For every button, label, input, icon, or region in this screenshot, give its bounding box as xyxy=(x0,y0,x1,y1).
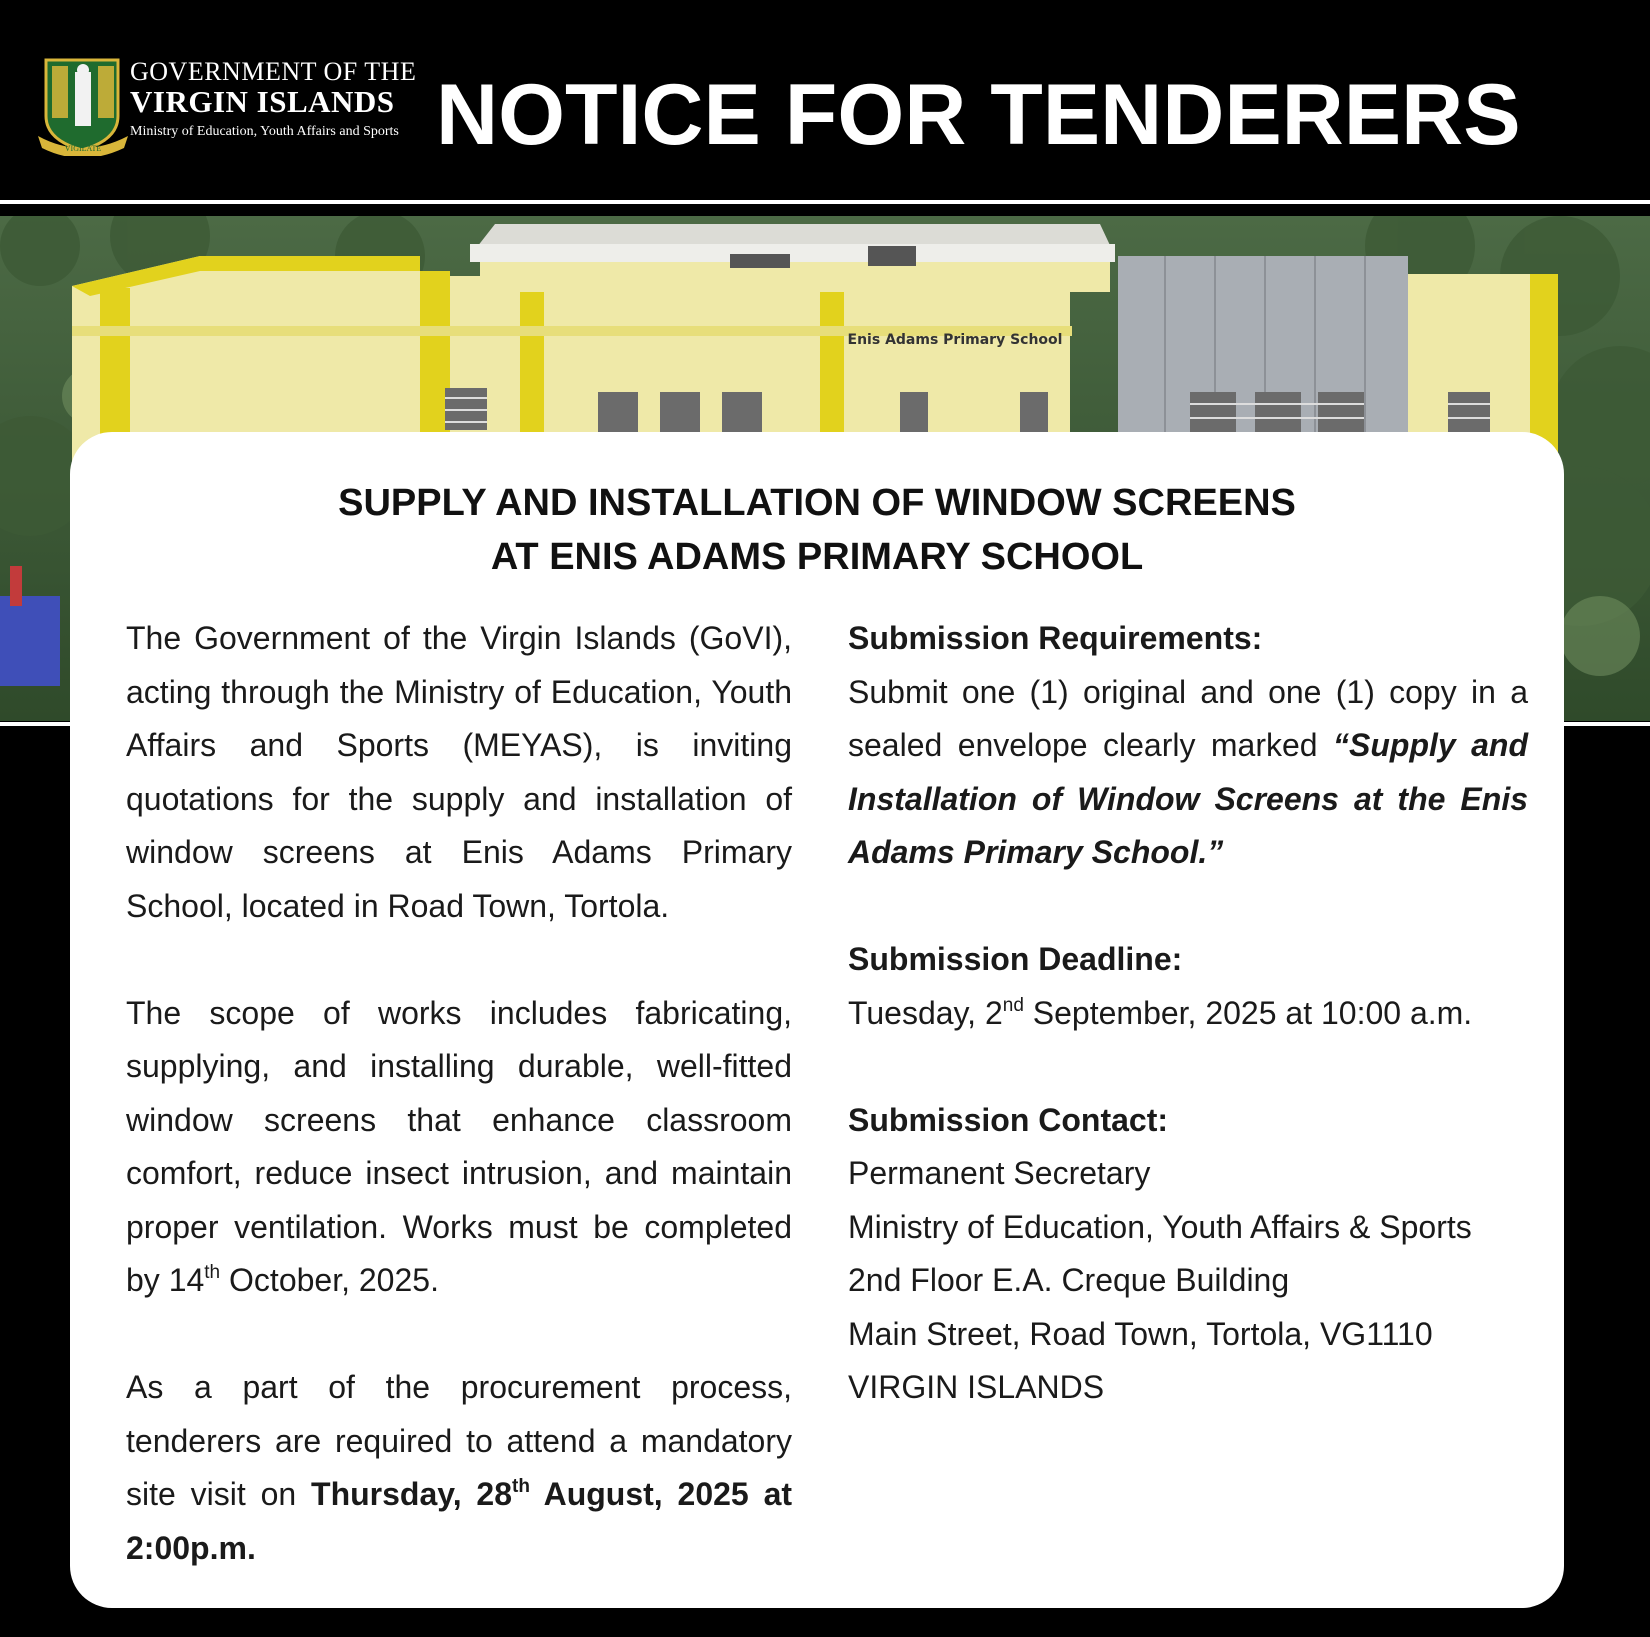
notice-heading xyxy=(70,476,1564,584)
requirements-text: Submit one (1) original and one (1) copy in a sealed envelope clearly marked xyxy=(848,673,1528,763)
ministry-name: Ministry of Education, Youth Affairs and Sports xyxy=(130,124,399,139)
scope-date: October, 2025. xyxy=(220,1262,439,1298)
site-visit-time: August, 2025 at 2:00p.m. xyxy=(126,1476,793,1566)
scope-text: The scope of works includes fabricating, supplying, and installing durable, well-fitted window screens that enhance classroom comfort, reduce insect intrusion, and maintain proper ventilation. Works must be completed by 14 xyxy=(126,994,792,1298)
intro-paragraph: The Government of the Virgin Islands (GoVI), acting through the Ministry of Education, Youth Affairs and Sports (MEYAS), is inviting quotations for the supply and installation of window screens at Enis Adams Primary School, located in Road Town, Tortola. xyxy=(126,620,792,924)
scope-paragraph xyxy=(126,987,792,1308)
site-visit-paragraph xyxy=(126,1361,792,1575)
contact-line: 2nd Floor E.A. Creque Building xyxy=(848,1262,1290,1298)
contact-line: Ministry of Education, Youth Affairs & Sports xyxy=(848,1208,1472,1245)
government-wordmark xyxy=(130,58,416,141)
contact-line: Main Street, Road Town, Tortola, VG1110 xyxy=(848,1315,1433,1352)
requirements-heading: Submission Requirements: xyxy=(848,620,1263,656)
envelope-marking: “Supply and Installation of Window Screens at the Enis Adams Primary School.” xyxy=(848,727,1529,870)
site-visit-text: As a part of the procurement process, tenderers are required to attend a mandatory site visit on xyxy=(126,1369,792,1512)
scope-ordinal: th xyxy=(204,1262,221,1283)
crest-motto: VIGILATE xyxy=(64,144,102,153)
contact-line: Permanent Secretary xyxy=(848,1155,1151,1191)
deadline-ordinal: nd xyxy=(1002,994,1024,1016)
heading-line-2: AT ENIS ADAMS PRIMARY SCHOOL xyxy=(490,536,1144,578)
notice-card xyxy=(70,432,1564,1608)
deadline-datetime: September, 2025 at 10:00 a.m. xyxy=(1023,994,1473,1031)
building-sign: Enis Adams Primary School xyxy=(847,332,1063,348)
site-visit-ordinal: th xyxy=(512,1476,530,1497)
requirements-paragraph xyxy=(848,666,1528,880)
contact-line: VIRGIN ISLANDS xyxy=(848,1369,1105,1405)
gov-line-2: VIRGIN ISLANDS xyxy=(130,84,395,119)
right-column xyxy=(848,612,1528,1415)
top-divider xyxy=(0,200,1650,204)
contact-heading: Submission Contact: xyxy=(848,1101,1169,1138)
deadline-heading: Submission Deadline: xyxy=(848,941,1183,977)
heading-line-1: SUPPLY AND INSTALLATION OF WINDOW SCREENS xyxy=(338,482,1296,524)
deadline-paragraph xyxy=(848,987,1528,1041)
gov-line-1: GOVERNMENT OF THE xyxy=(130,57,417,86)
left-column xyxy=(126,612,792,1629)
deadline-day: Tuesday, 2 xyxy=(848,994,1003,1031)
page-title: NOTICE FOR TENDERERS xyxy=(436,67,1521,163)
coat-of-arms-icon xyxy=(38,56,128,156)
site-visit-date: Thursday, 28 xyxy=(311,1476,513,1512)
header-bar xyxy=(0,0,1650,200)
